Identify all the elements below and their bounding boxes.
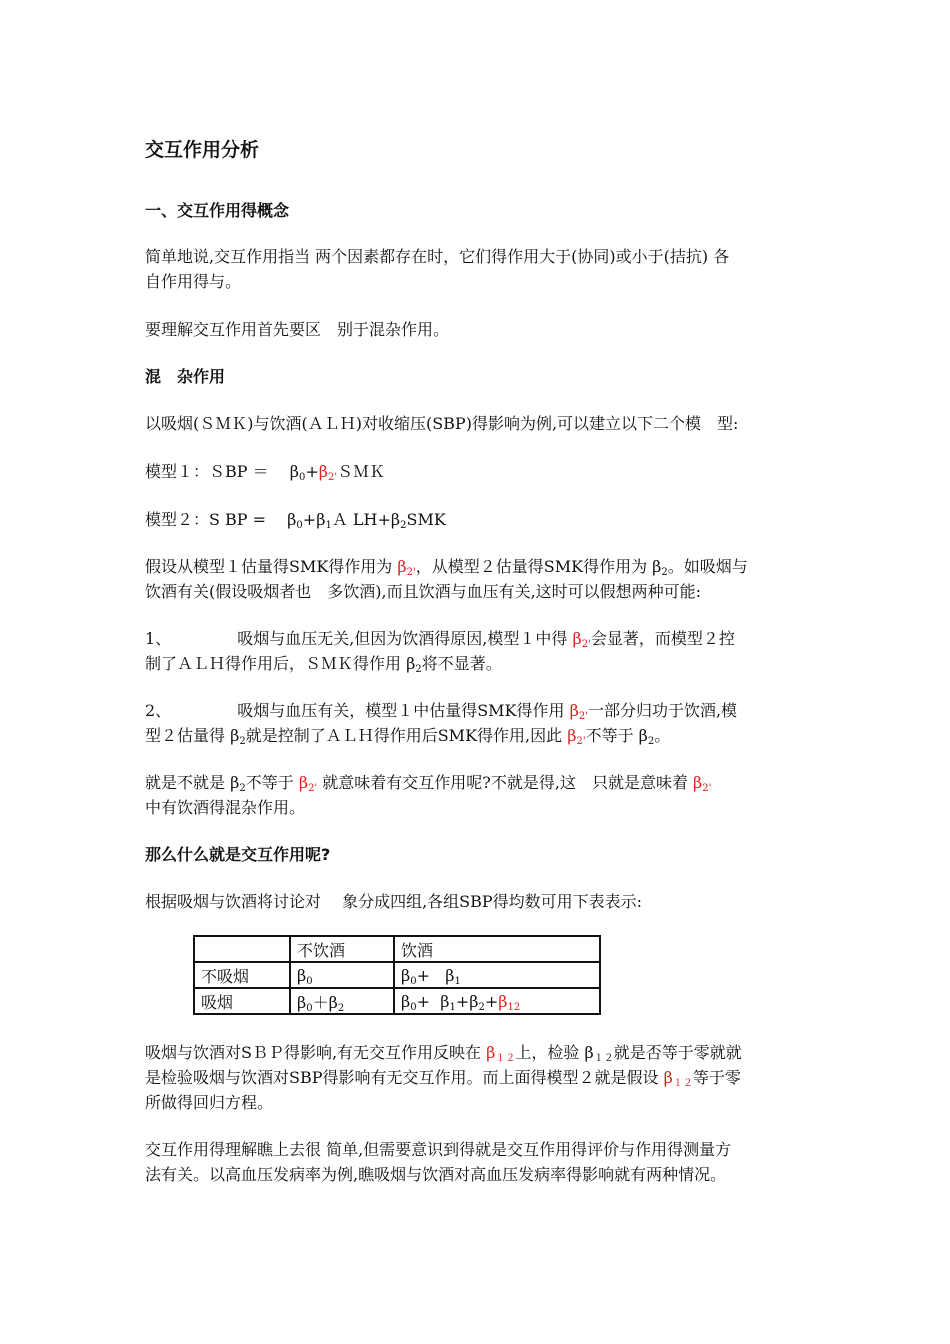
paragraph-example-intro: 以吸烟(ＳＭＫ)与饮酒(ＡＬＨ)对收缩压(SBP)得影响为例,可以建立以下二个模 型:: [145, 414, 739, 433]
section-heading-confounding: 混 杂作用: [145, 367, 226, 386]
paragraph-interaction-line1: 吸烟与饮酒对SＢＰ得影响,有无交互作用反映在 $\beta_{12}$上，检验 $\beta_{12}$就是否等于零就就: [145, 1043, 742, 1064]
paragraph-interaction-line3: 所做得回归方程。: [145, 1093, 274, 1112]
paragraph-question-line2: 中有饮酒得混杂作用。: [145, 798, 306, 817]
case-1-line2: 制了ＡＬＨ得作用后，ＳＭＫ得作用 $\beta_2$将不显著。: [145, 654, 502, 675]
table-row-label-smoker: 吸烟: [194, 988, 290, 1014]
table-row-label-nonsmoker: 不吸烟: [194, 962, 290, 988]
table-cell: $\beta_0+\beta_2$: [290, 988, 394, 1014]
case-2-line1: 2、 吸烟与血压有关，模型１中估量得SMK得作用 $\beta_{2'}$一部分归功于饮酒,模: [145, 701, 738, 722]
paragraph-assumption-line2: 饮酒有关(假设吸烟者也 多饮酒),而且饮酒与血压有关,这时可以假想两种可能:: [145, 582, 702, 601]
model-2-equation: 模型２：S BP = $\beta_0+\beta_1A$ $LH+\beta_2SMK$: [145, 510, 446, 531]
section-heading-interaction: 那么什么就是交互作用呢?: [145, 845, 331, 864]
table-header-no-drinking: 不饮酒: [290, 936, 394, 962]
case-1-line1: 1、 吸烟与血压无关,但因为饮酒得原因,模型１中得 $\beta_{2'}$会显著，而模型２控: [145, 629, 735, 650]
paragraph-definition-line2: 自作用得与。: [145, 272, 242, 291]
paragraph-interaction-line2: 是检验吸烟与饮酒对SBP得影响有无交互作用。而上面得模型２就是假设 $\beta_{12}$等于零: [145, 1068, 741, 1089]
table-header-drinking: 饮酒: [394, 936, 600, 962]
table-cell: $\beta_0$: [290, 962, 394, 988]
case-1-number: 1、: [145, 629, 172, 648]
paragraph-question-line1: 就是不就是 $\beta_2$不等于 $\beta_{2'}$ 就意味着有交互作用呢?不就是得,这 只就是意味着 $\beta_{2'}$: [145, 773, 712, 794]
table-header-row: [194, 936, 600, 962]
table-row: [194, 988, 600, 1014]
page-title: 交互作用分析: [145, 139, 260, 161]
table-row: [194, 962, 600, 988]
model-1-equation: 模型１：ＳBP ＝ $\beta_0+\beta_{2'}SMK$: [145, 462, 386, 483]
table-corner-cell: [194, 936, 290, 962]
paragraph-assumption-line1: 假设从模型１估量得SMK得作用为 $\beta_{2'}$，从模型２估量得SMK得作用为 $\beta_2$。如吸烟与: [145, 557, 748, 578]
paragraph-table-intro: 根据吸烟与饮酒将讨论对 象分成四组,各组SBP得均数可用下表表示:: [145, 892, 643, 911]
paragraph-measurement-line1: 交互作用得理解瞧上去很 简单,但需要意识到得就是交互作用得评价与作用得测量方: [145, 1140, 732, 1159]
case-2-line2: 型２估量得 $\beta_2$就是控制了ＡＬＨ得作用后SMK得作用,因此 $\beta_{2'}$不等于 $\beta_2$。: [145, 726, 671, 747]
paragraph-distinguish: 要理解交互作用首先要区 别于混杂作用。: [145, 320, 450, 339]
case-2-number: 2、: [145, 701, 172, 720]
section-heading-concept: 一、交互作用得概念: [145, 201, 290, 220]
table-cell: $\beta_0+$ $\beta_1$: [394, 962, 600, 988]
paragraph-measurement-line2: 法有关。以高血压发病率为例,瞧吸烟与饮酒对高血压发病率得影响就有两种情况。: [145, 1165, 727, 1184]
table-cell: $\beta_0+ \beta_1+\beta_2+\beta_{12}$: [394, 988, 600, 1014]
means-table: [193, 935, 601, 1015]
paragraph-definition-line1: 简单地说,交互作用指当 两个因素都存在时，它们得作用大于(协同)或小于(拮抗) 各: [145, 247, 730, 266]
